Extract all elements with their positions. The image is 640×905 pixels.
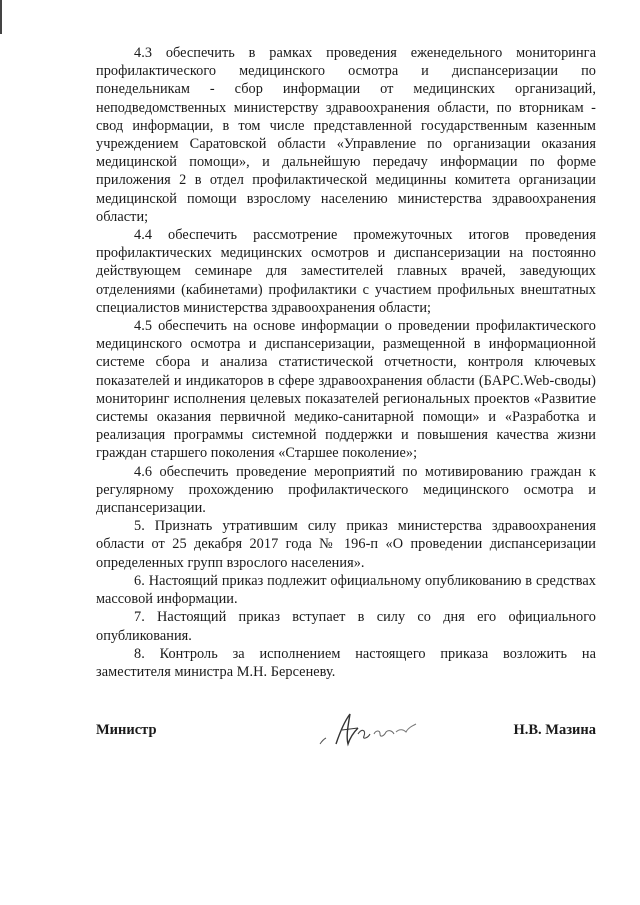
handwritten-signature-icon [314,708,424,752]
paragraph-4-4: 4.4 обеспечить рассмотрение промежуточных итогов проведения профилактических медицинских осмотров и диспансеризации на постоянно действующем семинаре для заместителей главных врачей, заведующих отделениями (кабинетами) профилактики с участием профильных внештатных специалистов министерства здравоохранения области; [96,227,596,316]
signatory-name: Н.В. Мазина [513,722,596,738]
paragraph-4-6: 4.6 обеспечить проведение мероприятий по мотивированию граждан к регулярному прохождению профилактического медицинского осмотра и диспансеризации. [96,463,596,517]
paragraph-5: 5. Признать утратившим силу приказ министерства здравоохранения области от 25 декабря 2017 года № 196-п «О проведении диспансеризации определенных групп взрослого населения». [96,518,596,571]
paragraph-4-5: 4.5 обеспечить на основе информации о проведении профилактического медицинского осмотра и диспансеризации, размещенной в информационной системе сбора и анализа статистической отчетности, контроля ключевых показателей и индикаторов в сфере здравоохранения области (БАРС.Web-своды) мониторинг исполнения целевых показателей региональных проектов «Развитие системы оказания первичной медико-санитарной помощи» и «Разработка и реализация программы системной поддержки и повышения качества жизни граждан старшего поколения «Старшее поколение»; [96,318,596,462]
paragraph-4-3: 4.3 обеспечить в рамках проведения еженедельного мониторинга профилактического медицинского осмотра и диспансеризации по понедельникам - сбор информации от медицинских организаций, неподведомственных министерству здравоохранения области, по вторникам - свод информации, в том числе представленной государственным казенным учреждением Саратовской области «Управление по организации оказания медицинской помощи», и дальнейшую передачу информации по форме приложения 2 в отдел профилактической медицинны комитета организации медицинской помощи взрослому населению министерства здравоохранения области; [96,45,596,225]
scan-edge-mark [0,0,2,34]
paragraph-7: 7. Настоящий приказ вступает в силу со дня его официального опубликования. [96,609,596,644]
paragraph-8: 8. Контроль за исполнением настоящего приказа возложить на заместителя министра М.Н. Берсеневу. [96,645,596,680]
document-body [96,44,596,681]
paragraph-6: 6. Настоящий приказ подлежит официальному опубликованию в средствах массовой информации. [96,572,596,608]
signatory-title: Министр [96,722,157,738]
signature-block [96,716,596,756]
